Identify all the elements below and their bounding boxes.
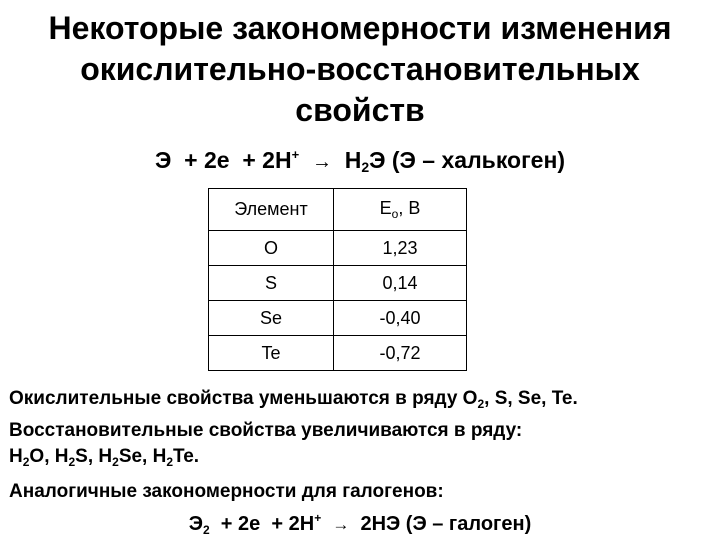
cell-value: -0,72	[334, 336, 467, 371]
series-part: Se, H	[118, 446, 167, 467]
series-part: O, H	[29, 446, 69, 467]
eq2-rhs: 2HЭ (Э – галоген)	[360, 513, 532, 535]
hydride-series	[9, 446, 199, 469]
halogen-equation	[0, 511, 720, 537]
header-e-sub: o	[391, 207, 399, 221]
slide-title	[0, 8, 720, 131]
series-part: Te.	[173, 446, 200, 467]
table-header-row	[209, 189, 467, 231]
header-potential	[334, 189, 467, 231]
header-element: Элемент	[209, 189, 334, 231]
table-row	[209, 301, 467, 336]
cell-element: S	[209, 266, 334, 301]
eq2-lhs-rest: + 2e + 2H	[209, 513, 315, 535]
eq1-charge: +	[291, 147, 300, 162]
title-line-2: окислительно-восстановительных	[80, 51, 640, 87]
chalcogen-equation	[0, 147, 720, 175]
table-row	[209, 266, 467, 301]
cell-element: Te	[209, 336, 334, 371]
oxidizing-text	[9, 388, 578, 411]
eq1-rhs-sub: 2	[361, 159, 370, 175]
series-sub: 2	[22, 455, 30, 469]
series-sub: 2	[68, 455, 76, 469]
series-part: H	[9, 446, 23, 467]
potential-table	[208, 188, 467, 371]
table-row	[209, 231, 467, 266]
header-unit: , В	[398, 198, 421, 218]
oxid-post: , S, Se, Te.	[484, 388, 578, 409]
cell-value: 1,23	[334, 231, 467, 266]
cell-value: -0,40	[334, 301, 467, 336]
title-line-3: свойств	[295, 92, 425, 128]
eq1-lhs: Э + 2e + 2H	[155, 147, 292, 173]
cell-element: Se	[209, 301, 334, 336]
series-sub: 2	[112, 455, 119, 469]
series-sub: 2	[166, 455, 174, 469]
header-e: E	[379, 198, 392, 218]
table-row	[209, 336, 467, 371]
oxid-pre: Окислительные свойства уменьшаются в ряду O	[9, 388, 478, 409]
eq2-arrow-icon: →	[332, 515, 350, 534]
eq2-charge: +	[314, 511, 322, 525]
eq1-arrow-icon: →	[311, 151, 332, 173]
eq2-lhs-sub: 2	[202, 523, 210, 537]
eq2-lhs: Э	[188, 513, 203, 535]
eq1-rhs-rest: Э (Э – халькоген)	[369, 147, 565, 173]
title-line-1: Некоторые закономерности изменения	[48, 10, 672, 46]
series-part: S, H	[75, 446, 113, 467]
eq1-rhs-h: H	[344, 147, 362, 173]
oxid-sub: 2	[477, 397, 485, 411]
halogen-text: Аналогичные закономерности для галогенов:	[9, 481, 444, 502]
cell-value: 0,14	[334, 266, 467, 301]
cell-element: O	[209, 231, 334, 266]
reducing-text: Восстановительные свойства увеличиваются в ряду:	[9, 420, 523, 441]
